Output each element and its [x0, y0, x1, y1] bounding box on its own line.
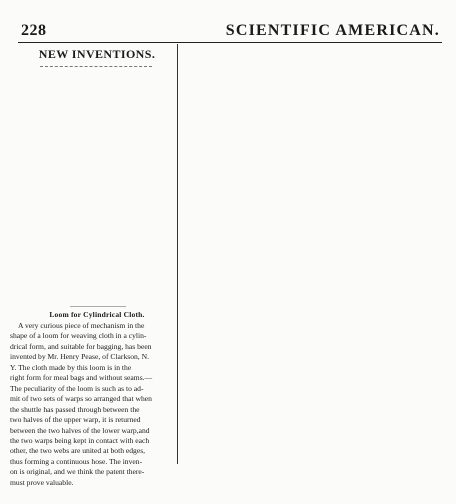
article-line: shape of a loom for weaving cloth in a cylin-: [10, 331, 147, 341]
column-rule: [177, 44, 178, 464]
masthead-title: SCIENTIFIC AMERICAN.: [225, 22, 440, 39]
article-line: The peculiarity of the loom is such as to ad-: [10, 383, 144, 393]
article-line: A very curious piece of mechanism in the: [18, 321, 145, 330]
article-line: Y. The cloth made by this loom is in the: [10, 362, 132, 372]
article-line: between the two halves of the lower warp,and: [10, 425, 150, 435]
article-line: the two warps being kept in contact with each: [10, 435, 150, 445]
page-number: 228: [21, 22, 47, 39]
article-line: drical form, and suitable for bagging, has been: [10, 341, 152, 351]
article-line: invented by Mr. Henry Pease, of Clarkson, N.: [10, 352, 149, 362]
article-line: right form for meal bags and without seams.—: [10, 373, 153, 383]
article-line: mit of two sets of warps so arranged that when: [10, 394, 152, 404]
article-line: two halves of the upper warp, it is returned: [10, 415, 141, 425]
article-line: must prove valuable.: [10, 477, 74, 487]
section-divider: [40, 66, 152, 67]
article-line: thus forming a continuous hose. The inven-: [10, 456, 143, 466]
header-rule: [18, 42, 442, 43]
article-title: Loom for Cylindrical Cloth.: [49, 310, 145, 319]
article-line: the shuttle has passed through between the: [10, 404, 140, 414]
section-title: NEW INVENTIONS.: [38, 47, 156, 61]
article-line: on is original, and we think the patent there-: [10, 467, 145, 477]
article-body: [10, 321, 175, 488]
article-divider: [70, 306, 126, 307]
article-line: other, the two webs are united at both edges,: [10, 446, 146, 456]
